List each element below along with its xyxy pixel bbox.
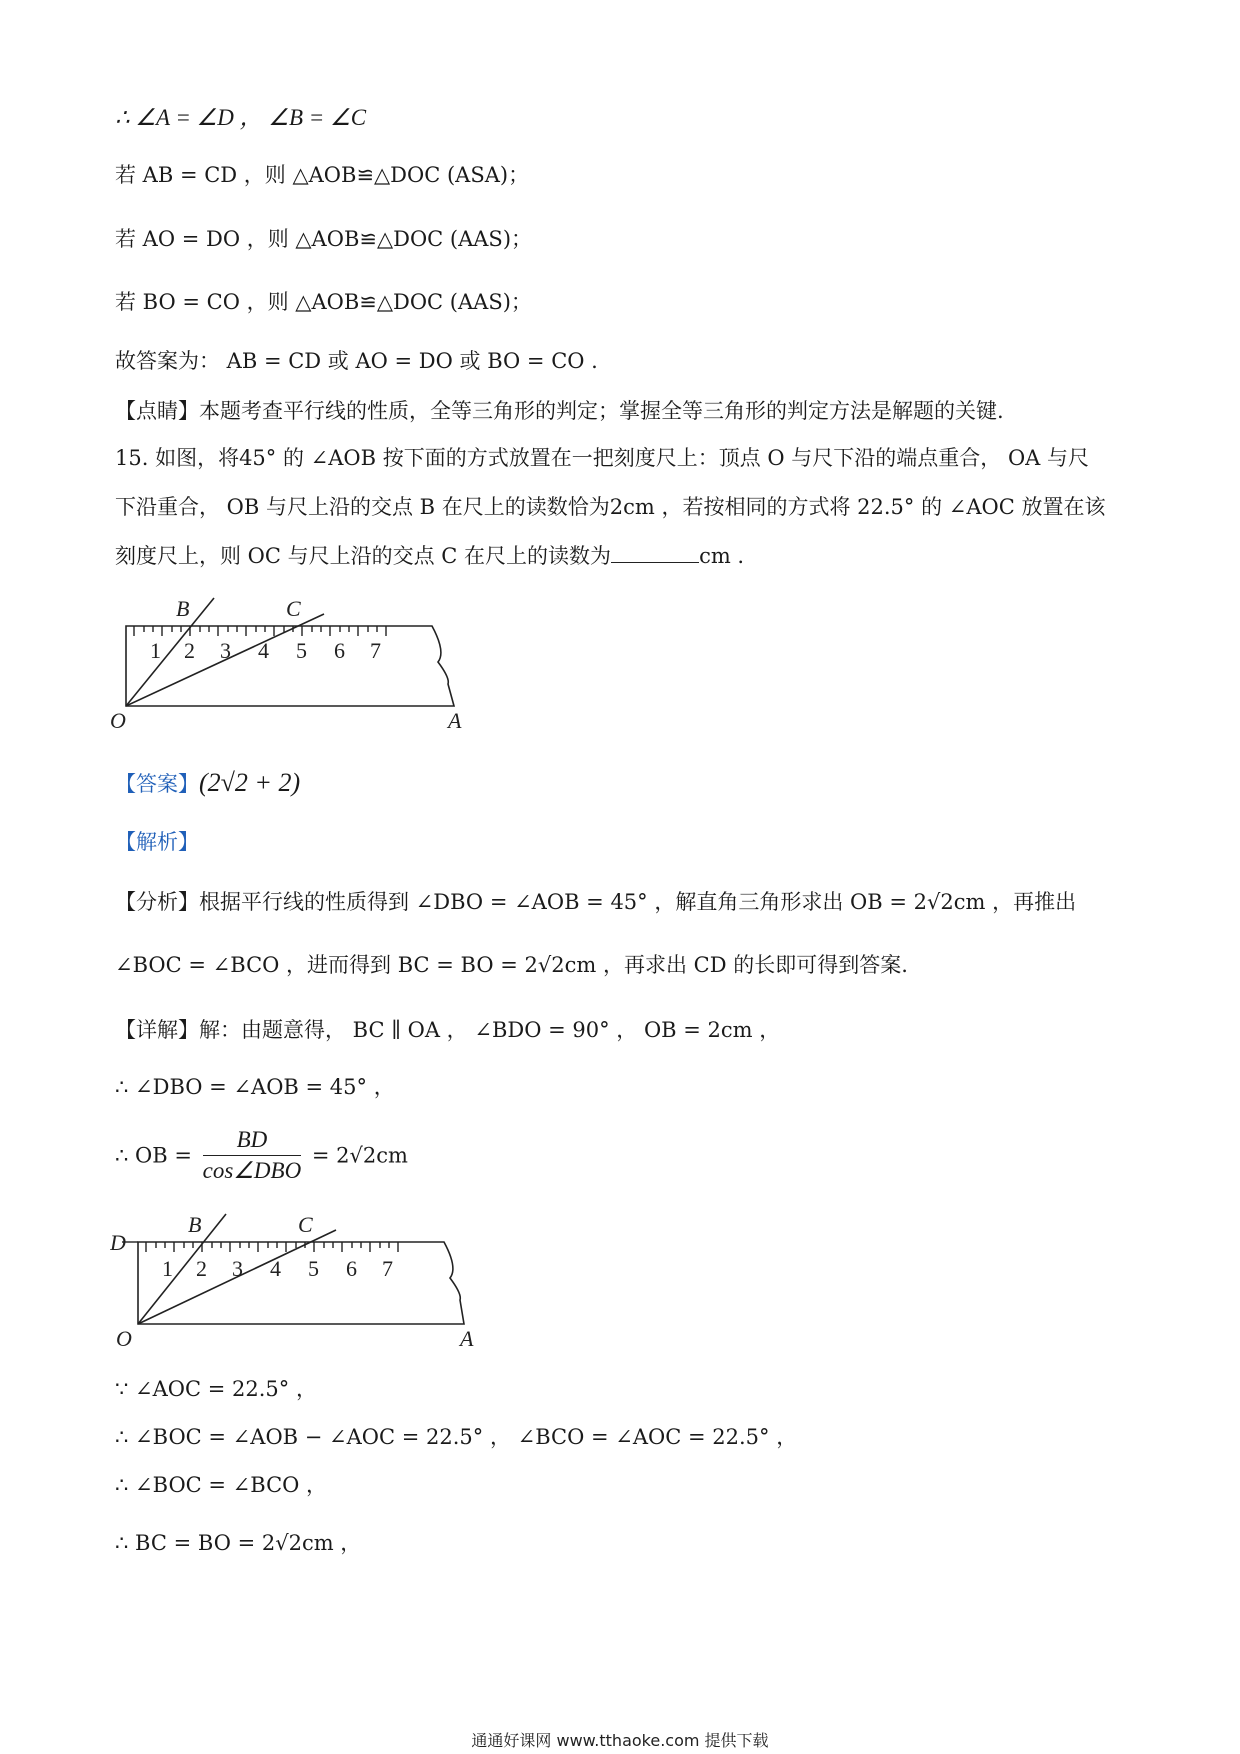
question-15-line-3 [115,541,744,571]
fraction [203,1125,302,1186]
tick-3: 3 [220,638,231,663]
fraction-numerator: BD [203,1125,302,1156]
answer-line [115,768,300,799]
detail-line-2: ∴ ∠DBO = ∠AOB = 45° ， [115,1075,395,1099]
page-footer: 通通好课网 www.tthaoke.com 提供下载 [471,1731,769,1750]
answer-summary: 故答案为： AB = CD 或 AO = DO 或 BO = CO . [115,349,598,373]
label-c: C [286,596,301,621]
tick-5: 5 [296,638,307,663]
label-a: A [448,708,462,732]
fig2-tick-3: 3 [232,1256,243,1281]
fig2-tick-6: 6 [346,1256,357,1281]
question-15-line-2: 下沿重合， OB 与尺上沿的交点 B 在尺上的读数恰为2cm ，若按相同的方式将 22.5° 的 ∠AOC 放置在该 [115,495,1106,519]
label-o: O [110,708,126,732]
ruler-figure-1 [110,592,470,732]
tick-1: 1 [150,638,161,663]
analysis-line-1: 【分析】根据平行线的性质得到 ∠DBO = ∠AOB = 45° ，解直角三角形求出 OB = 2√2cm ，再推出 [115,890,1077,914]
fig2-tick-5: 5 [308,1256,319,1281]
case-ao-do: 若 AO = DO ，则 △AOB≌△DOC (AAS)； [115,227,533,251]
analysis-line-2: ∠BOC = ∠BCO ，进而得到 BC = BO = 2√2cm ，再求出 CD 的长即可得到答案. [115,953,908,977]
analysis-label: 【解析】 [115,830,199,854]
fig2-label-d: D [110,1230,126,1255]
fraction-denominator: cos∠DBO [202,1158,302,1183]
case-ab-cd: 若 AB = CD ，则 △AOB≌△DOC (ASA)； [115,163,530,187]
fig2-tick-2: 2 [196,1256,207,1281]
fig2-label-o: O [116,1326,132,1350]
tick-2: 2 [184,638,195,663]
fig2-label-c: C [298,1212,313,1237]
question-15-line-1: 15. 如图，将45° 的 ∠AOB 按下面的方式放置在一把刻度尺上：顶点 O 与尺下沿的端点重合， OA 与尺 [115,446,1090,470]
comment-dianjing: 【点睛】本题考查平行线的性质，全等三角形的判定；掌握全等三角形的判定方法是解题的关键. [115,399,1004,423]
conclusion-angles: ∴ ∠A = ∠D ， ∠B = ∠C [115,105,367,130]
detail-line-1: 【详解】解：由题意得， BC ∥ OA ， ∠BDO = 90° ， OB = 2cm ， [115,1018,781,1042]
fig2-tick-1: 1 [162,1256,173,1281]
tick-7: 7 [370,638,381,663]
ruler-figure-2 [110,1200,480,1350]
fig2-label-a: A [460,1326,474,1350]
question-15-text: 刻度尺上，则 OC 与尺上沿的交点 C 在尺上的读数为 [115,544,612,568]
detail-line-6: ∴ ∠BOC = ∠BCO ， [115,1473,328,1497]
detail-line-3 [115,1125,408,1186]
answer-label: 【答案】 [115,772,199,796]
detail-3-suffix: = 2√2cm [311,1143,408,1168]
fig2-tick-4: 4 [270,1256,281,1281]
label-b: B [176,596,190,621]
answer-blank [611,542,699,563]
detail-line-4: ∵ ∠AOC = 22.5° ， [115,1377,317,1401]
detail-line-7: ∴ BC = BO = 2√2cm ， [115,1531,362,1555]
detail-line-5: ∴ ∠BOC = ∠AOB − ∠AOC = 22.5° ， ∠BCO = ∠AOC = 22.5° ， [115,1425,798,1449]
answer-value: (2√2 + 2) [199,768,301,797]
question-15-unit: cm . [699,544,745,568]
case-bo-co: 若 BO = CO ，则 △AOB≌△DOC (AAS)； [115,290,532,314]
tick-4: 4 [258,638,269,663]
fig2-tick-7: 7 [382,1256,393,1281]
fig2-label-b: B [188,1212,202,1237]
tick-6: 6 [334,638,345,663]
detail-3-prefix: ∴ OB = [115,1143,192,1168]
